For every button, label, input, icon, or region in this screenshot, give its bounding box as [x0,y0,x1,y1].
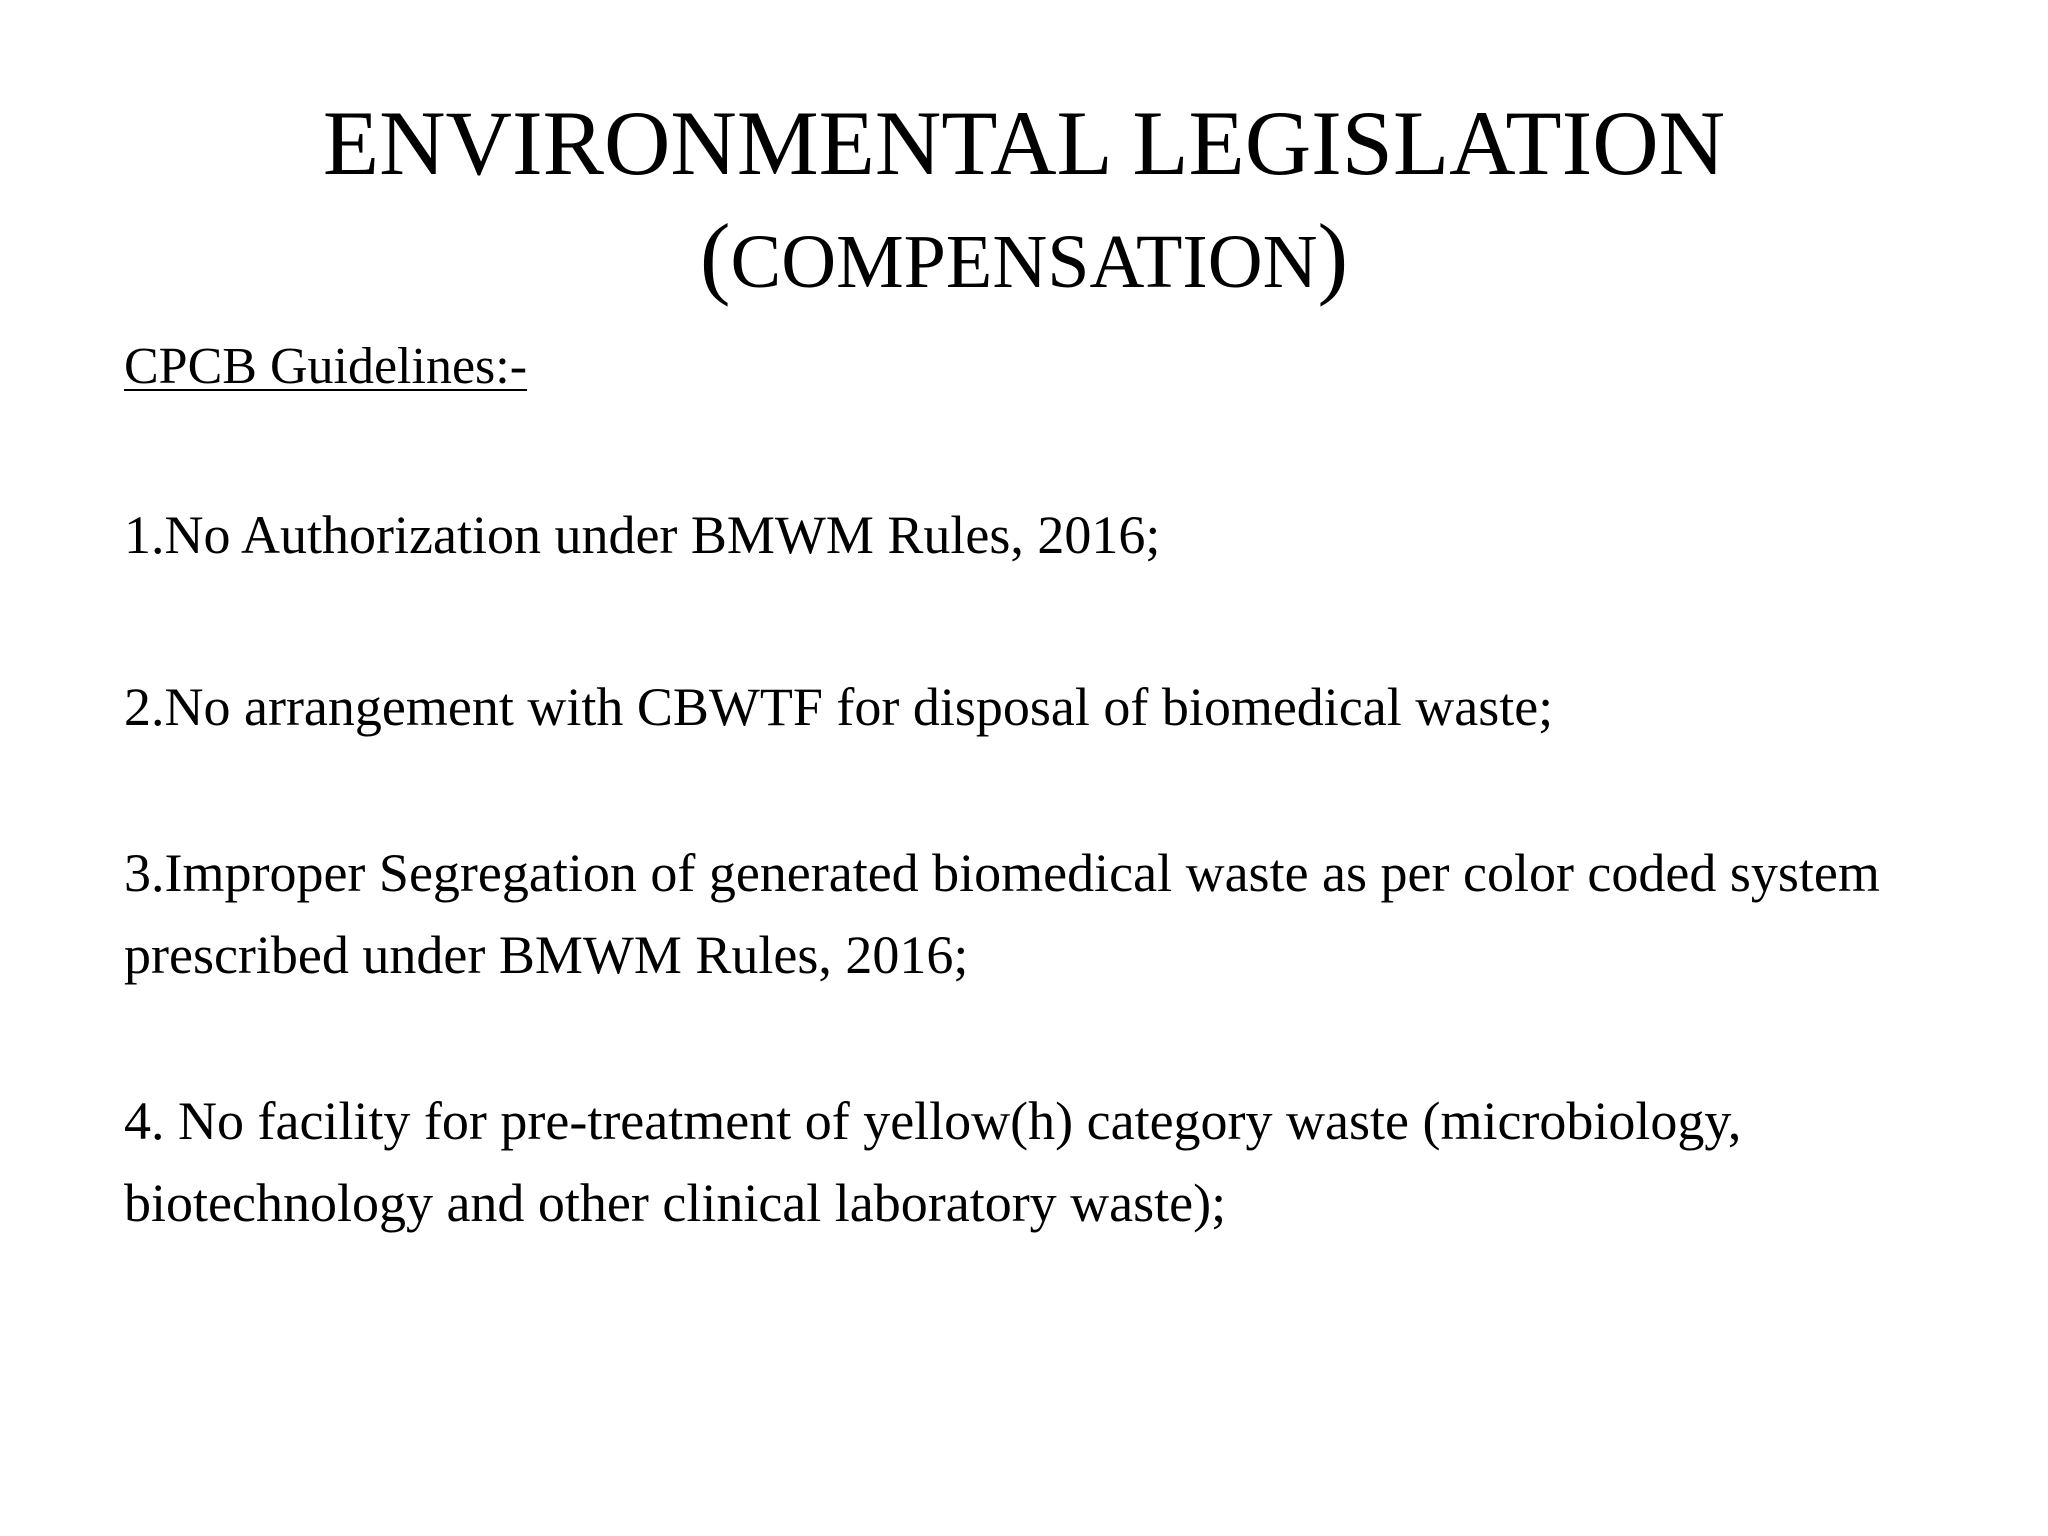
slide-title: ENVIRONMENTAL LEGISLATION [322,92,1726,194]
guideline-item-4: 4. No facility for pre-treatment of yellow(h) category waste (microbiology, biotechnology and other clinical laboratory waste); [124,1091,1742,1233]
section-heading: CPCB Guidelines:- [124,338,528,395]
slide-subtitle [0,206,2048,312]
guideline-item-1: 1.No Authorization under BMWM Rules, 2016; [124,505,1161,565]
guideline-item-3: 3.Improper Segregation of generated biomedical waste as per color coded system prescribed under BMWM Rules, 2016; [124,843,1880,985]
subtitle-text: COMPENSATION [730,220,1318,304]
guideline-item-2: 2.No arrangement with CBWTF for disposal of biomedical waste; [124,677,1554,737]
subtitle-open-paren: ( [699,205,731,307]
subtitle-close-paren: ) [1317,205,1349,307]
